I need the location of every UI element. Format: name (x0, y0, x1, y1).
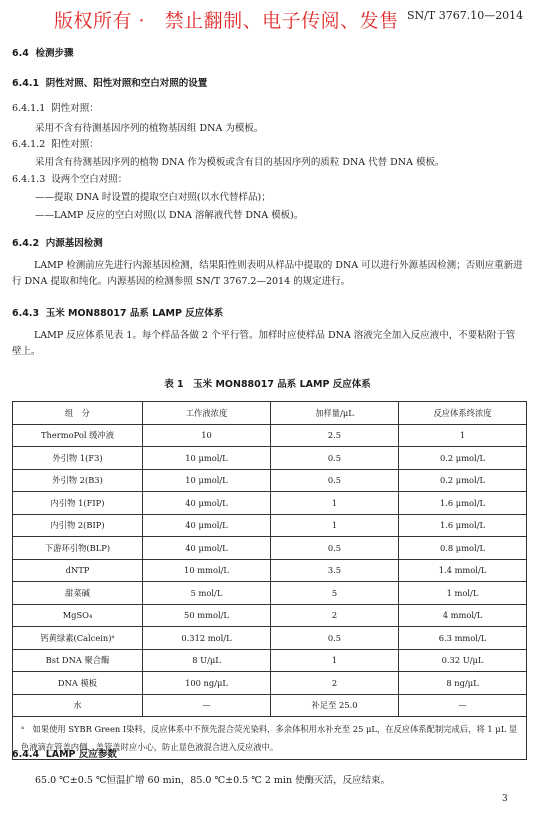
section-6-4-2-heading (12, 235, 103, 249)
table-cell: MgSO₄ (13, 604, 143, 627)
section-number: 6.4.2 (12, 238, 40, 249)
section-6-4-4-text: 65.0 ℃±0.5 ℃恒温扩增 60 min，85.0 ℃±0.5 ℃ 2 min 使酶灭活，反应结束。 (35, 775, 391, 786)
section-6-4-2-text: LAMP 检测前应先进行内源基因检测，结果阳性则表明从样品中提取的 DNA 可以进行外源基因检测；否则应重新进行 DNA 提取和纯化。内源基因的检测参照 SN/T 3767.2—2014 的规定进行。 (12, 260, 523, 287)
table-cell: 10 μmol/L (143, 447, 271, 470)
table-row (13, 649, 527, 672)
table-cell: 2 (271, 604, 399, 627)
list-item: ——提取 DNA 时设置的提取空白对照(以水代替样品)； (35, 192, 271, 203)
table-cell: 10 μmol/L (143, 469, 271, 492)
table-cell: 100 ng/μL (143, 672, 271, 695)
table-row (13, 492, 527, 515)
table-cell: 1 (399, 424, 527, 447)
table-cell: 0.312 mol/L (143, 627, 271, 650)
table-cell: 下游环引物(BLP) (13, 537, 143, 560)
table-cell: 40 μmol/L (143, 492, 271, 515)
table-row (13, 424, 527, 447)
table-cell: 0.2 μmol/L (399, 469, 527, 492)
table-cell: 8 ng/μL (399, 672, 527, 695)
section-6-4-3-text: LAMP 反应体系见表 1。每个样品各做 2 个平行管。加样时应使样品 DNA 溶液完全加入反应液中，不要粘附于管壁上。 (12, 330, 516, 357)
section-title: 设两个空白对照： (51, 174, 128, 185)
table-header-row (13, 402, 527, 425)
section-number: 6.4.3 (12, 308, 40, 319)
table-cell: 0.5 (271, 469, 399, 492)
section-6-4-1-1-text: 采用不含有待测基因序列的植物基因组 DNA 为模板。 (35, 123, 264, 134)
table-header: 加样量/μL (271, 402, 399, 425)
page-number: 3 (502, 794, 508, 804)
section-6-4-3-heading (12, 305, 223, 319)
table-cell: 50 mmol/L (143, 604, 271, 627)
table-cell: 4 mmol/L (399, 604, 527, 627)
table-cell: 1 (271, 492, 399, 515)
table-cell: 外引物 1(F3) (13, 447, 143, 470)
table-footnote: ᵃ 如果使用 SYBR Green Ⅰ染料，反应体系中不预先混合荧光染料，多余体积用水补充至 25 μL，在反应体系配制完成后，将 1 μL 显色液滴在管盖内侧，盖管盖时应小心，防止显色液混合进入反应液中。 (13, 717, 527, 760)
table-cell: 5 (271, 582, 399, 605)
table-caption: 表 1 玉米 MON88017 品系 LAMP 反应体系 (164, 379, 371, 390)
table-cell: 内引物 1(FIP) (13, 492, 143, 515)
section-title: 内源基因检测 (45, 238, 103, 249)
table-cell: 1 mol/L (399, 582, 527, 605)
section-title: LAMP 反应参数 (45, 749, 117, 760)
table-cell: 5 mol/L (143, 582, 271, 605)
section-number: 6.4.1.2 (12, 139, 46, 150)
table-cell: 2 (271, 672, 399, 695)
table-cell: 0.8 μmol/L (399, 537, 527, 560)
table-row (13, 559, 527, 582)
table-row (13, 469, 527, 492)
table-cell: 补足至 25.0 (271, 694, 399, 717)
table-cell: 2.5 (271, 424, 399, 447)
section-title: 检测步骤 (35, 48, 74, 59)
section-number: 6.4.1.1 (12, 103, 46, 114)
section-title: 阴性对照： (51, 103, 99, 114)
list-item: ——LAMP 反应的空白对照(以 DNA 溶解液代替 DNA 模板)。 (35, 210, 304, 221)
table-row (13, 672, 527, 695)
section-6-4-1-1-heading (12, 100, 99, 114)
table-row (13, 694, 527, 717)
table-cell: 10 (143, 424, 271, 447)
table-cell: 1 (271, 649, 399, 672)
table-cell: — (399, 694, 527, 717)
table-cell: — (143, 694, 271, 717)
table-cell: 1.6 μmol/L (399, 492, 527, 515)
table-header: 工作液浓度 (143, 402, 271, 425)
table-cell: ThermoPol 缓冲液 (13, 424, 143, 447)
table-cell: 1.6 μmol/L (399, 514, 527, 537)
table-cell: 0.5 (271, 537, 399, 560)
table-header: 组 分 (13, 402, 143, 425)
table-cell: Bst DNA 聚合酶 (13, 649, 143, 672)
section-6-4-4-heading (12, 746, 117, 760)
table-cell: 水 (13, 694, 143, 717)
table-cell: 3.5 (271, 559, 399, 582)
table-cell: 0.32 U/μL (399, 649, 527, 672)
section-number: 6.4.4 (12, 749, 40, 760)
table-row (13, 582, 527, 605)
section-6-4-1-2-heading (12, 136, 99, 150)
table-cell: DNA 模板 (13, 672, 143, 695)
section-6-4-1-2-text: 采用含有待测基因序列的植物 DNA 作为模板或含有目的基因序列的质粒 DNA 代替 DNA 模板。 (35, 157, 445, 168)
doc-number: SN/T 3767.10—2014 (407, 9, 524, 22)
table-cell: 40 μmol/L (143, 514, 271, 537)
table-cell: dNTP (13, 559, 143, 582)
table-row (13, 604, 527, 627)
table-cell: 6.3 mmol/L (399, 627, 527, 650)
section-title: 玉米 MON88017 品系 LAMP 反应体系 (45, 308, 224, 319)
table-row (13, 447, 527, 470)
table-cell: 甜菜碱 (13, 582, 143, 605)
table-header: 反应体系终浓度 (399, 402, 527, 425)
section-title: 阳性对照： (51, 139, 99, 150)
table-cell: 8 U/μL (143, 649, 271, 672)
table-cell: 0.5 (271, 447, 399, 470)
table-cell: 10 mmol/L (143, 559, 271, 582)
lamp-reaction-table (12, 401, 527, 760)
section-6-4-1-heading (12, 75, 207, 89)
section-number: 6.4.1 (12, 78, 40, 89)
section-number: 6.4.1.3 (12, 174, 46, 185)
table-row (13, 514, 527, 537)
table-cell: 0.2 μmol/L (399, 447, 527, 470)
table-cell: 40 μmol/L (143, 537, 271, 560)
table-cell: 内引物 2(BIP) (13, 514, 143, 537)
section-number: 6.4 (12, 48, 29, 59)
section-6-4-heading (12, 45, 73, 59)
table-cell: 0.5 (271, 627, 399, 650)
table-cell: 1.4 mmol/L (399, 559, 527, 582)
section-6-4-1-3-heading (12, 171, 127, 185)
table-row (13, 627, 527, 650)
table-cell: 1 (271, 514, 399, 537)
table-row (13, 537, 527, 560)
table-cell: 外引物 2(B3) (13, 469, 143, 492)
section-title: 阴性对照、阳性对照和空白对照的设置 (45, 78, 208, 89)
table-cell: 钙黄绿素(Calcein)ᵃ (13, 627, 143, 650)
watermark-banner: 版权所有 · 禁止翻制、电子传阅、发售 (54, 10, 399, 32)
